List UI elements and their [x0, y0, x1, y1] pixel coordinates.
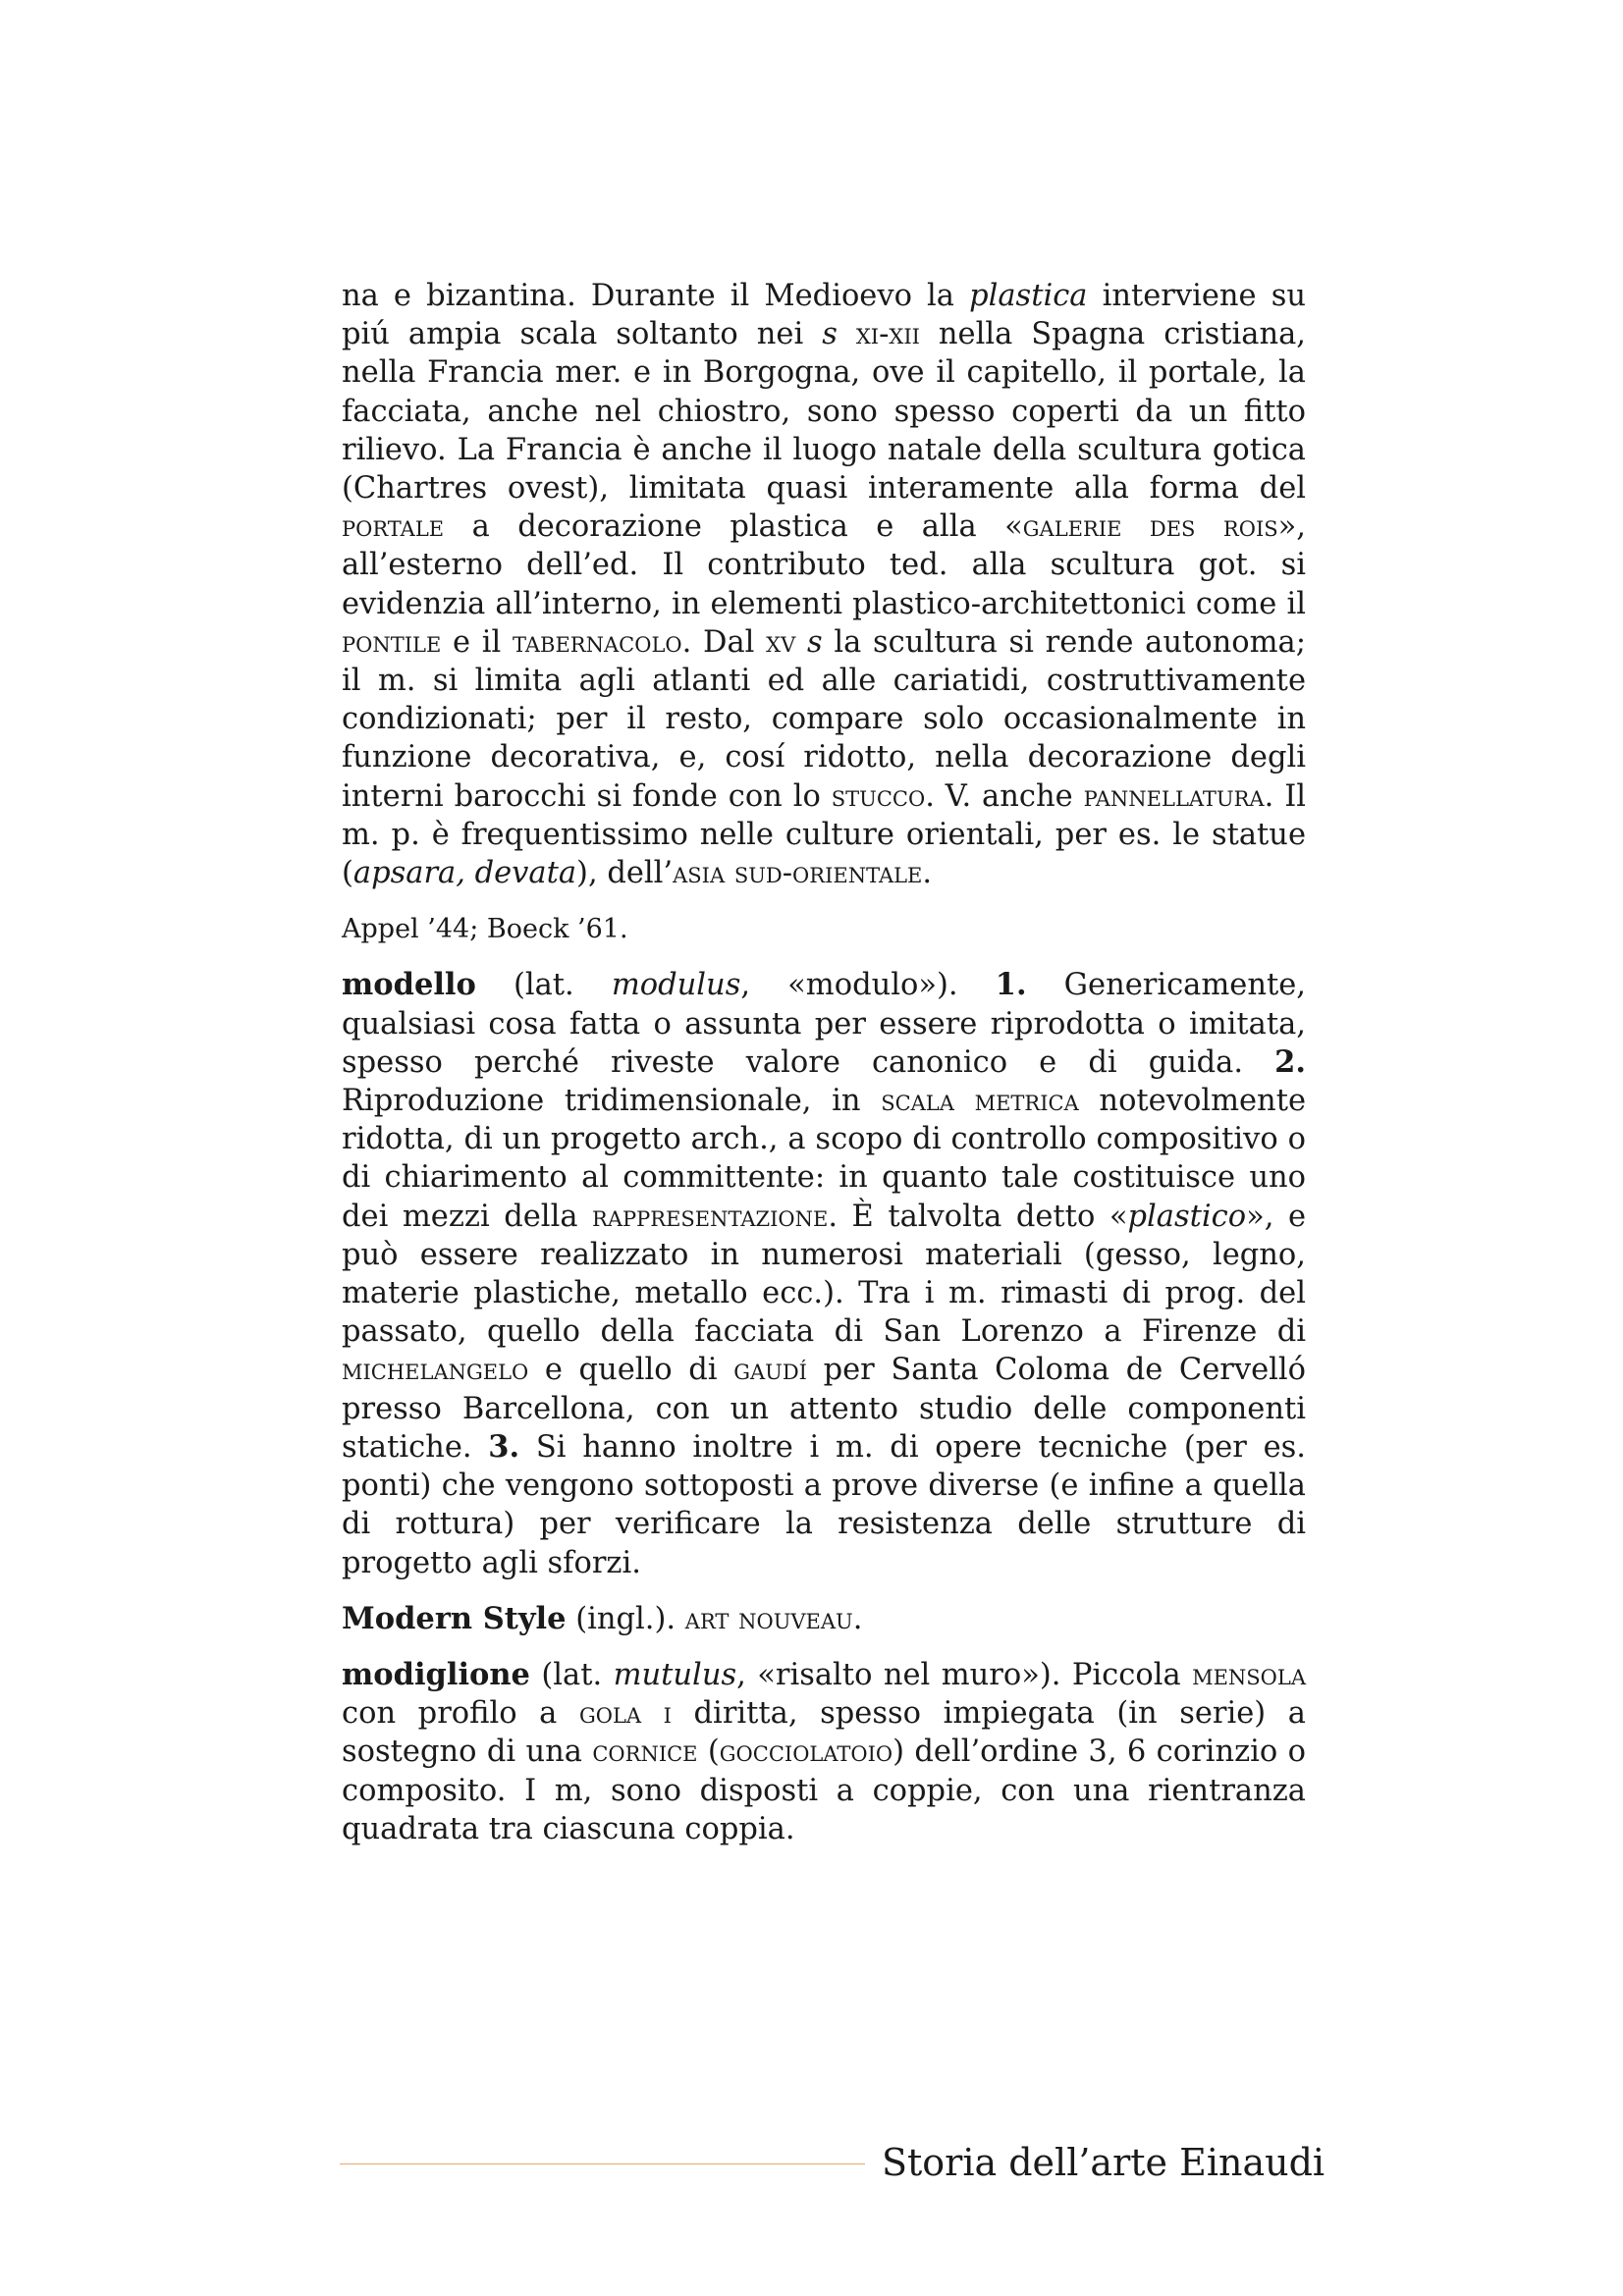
- cross-reference: gocciolatoio: [719, 1735, 893, 1770]
- cross-reference: pannellatura: [1083, 778, 1265, 814]
- cross-reference: gaudí: [733, 1353, 807, 1388]
- cross-reference: galerie des rois: [1022, 509, 1278, 545]
- entry-lemma: modiglione: [342, 1656, 530, 1692]
- cross-reference: rappresentazione: [592, 1199, 829, 1234]
- footer-divider: [340, 2163, 865, 2164]
- cross-reference: xi-xii: [855, 317, 920, 352]
- cross-reference: stucco: [831, 778, 926, 814]
- cross-reference: mensola: [1192, 1657, 1306, 1692]
- entry-modello: modello (lat. modulus, «modulo»). 1. Genericamente, qualsiasi cosa fatta o assunta per essere riprodotta o imitata, spesso perché riveste valore canonico e di guida. 2. Riproduzione tridimensionale, in scala metrica notevolmente ridotta, di un progetto arch., a scopo di controllo compositivo o di chiarimento al committente: in quanto tale costituisce uno dei mezzi della rappresentazione. È talvolta detto «plastico», e può essere realizzato in numerosi materiali (gesso, legno, materie plastiche, metallo ecc.). Tra i m. rimasti di prog. del passato, quello della facciata di San Lorenzo a Firenze di michelangelo e quello di gaudí per Santa Coloma de Cervelló presso Barcellona, con un attento studio delle componenti statiche. 3. Si hanno inoltre i m. di opere tecniche (per es. ponti) che vengono sottoposti a prove diverse (e infine a quella di rottura) per verificare la resistenza delle strutture di progetto agli sforzi.: [342, 967, 1307, 1580]
- footer-publisher: Storia dell’arte Einaudi: [882, 2141, 1325, 2184]
- entry-lemma: modello: [342, 967, 476, 1003]
- cross-reference: asia sud-orientale: [673, 856, 923, 891]
- cross-reference: michelangelo: [342, 1353, 529, 1388]
- cross-reference: tabernacolo: [513, 624, 682, 660]
- entry-modiglione: modiglione (lat. mutulus, «risalto nel muro»). Piccola mensola con profilo a gola i diritta, spesso impiegata (in serie) a sostegno di una cornice (gocciolatoio) dell’ordine 3, 6 corinzio o composito. I m, sono disposti a coppie, con una rientranza quadrata tra ciascuna coppia.: [342, 1656, 1306, 1846]
- sense-number: 3.: [488, 1428, 520, 1465]
- sense-number: 2.: [1274, 1043, 1306, 1080]
- sense-number: 1.: [995, 967, 1027, 1003]
- entry-lemma: Modern Style: [342, 1600, 567, 1636]
- text-column: [342, 277, 1306, 1848]
- bibliography-line: Appel ’44; Boeck ’61.: [342, 914, 628, 945]
- cross-reference: cornice: [592, 1735, 698, 1770]
- cross-reference: gola: [578, 1696, 642, 1732]
- entry-continuation-paragraph: na e bizantina. Durante il Medioevo la plastica interviene su piú ampia scala soltanto nei s xi-xii nella Spagna cristiana, nella Francia mer. e in Borgogna, ove il capitello, il portale, la facciata, anche nel chiostro, sono spesso coperti da un fitto rilievo. La Francia è anche il luogo natale della scultura gotica (Chartres ovest), limitata quasi interamente alla forma del portale a decorazione plastica e alla «galerie des rois», all’esterno dell’ed. Il contributo ted. alla scultura got. si evidenzia all’interno, in elementi plastico-architettonici come il pontile e il tabernacolo. Dal xv s la scultura si rende autonoma; il m. si limita agli atlanti ed alle cariatidi, costruttivamente condizionati; per il resto, compare solo occasionalmente in funzione decorativa, e, cosí ridotto, nella decorazione degli interni barocchi si fonde con lo stucco. V. anche pannellatura. Il m. p. è frequentissimo nelle culture orientali, per es. le statue (apsara, devata), dell’asia sud-orientale.: [342, 279, 1307, 891]
- cross-reference: scala metrica: [881, 1084, 1079, 1119]
- entry-modern-style: Modern Style (ingl.). art nouveau.: [342, 1600, 863, 1636]
- cross-reference: portale: [342, 509, 445, 545]
- cross-reference: art nouveau: [684, 1601, 853, 1636]
- cross-reference: pontile: [342, 624, 442, 660]
